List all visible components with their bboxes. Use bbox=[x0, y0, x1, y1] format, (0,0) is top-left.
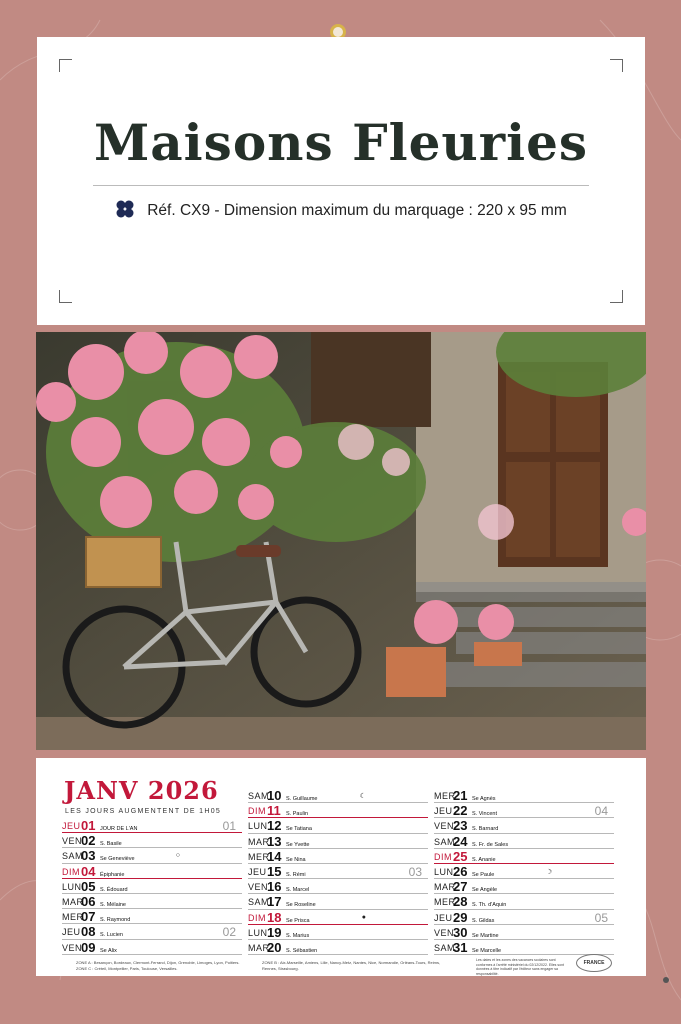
daylight-note: LES JOURS AUGMENTENT DE 1H05 bbox=[65, 808, 222, 815]
day-row bbox=[434, 834, 614, 849]
day-number: 30 bbox=[453, 924, 468, 940]
day-name: MER bbox=[248, 851, 270, 862]
week-number: 01 bbox=[222, 819, 236, 833]
day-number: 19 bbox=[267, 924, 282, 940]
day-name: MER bbox=[434, 897, 456, 908]
days-column-2 bbox=[248, 788, 428, 955]
day-row bbox=[434, 894, 614, 909]
moon-phase-icon: ● bbox=[361, 913, 366, 921]
day-row bbox=[248, 879, 428, 894]
day-row bbox=[248, 925, 428, 940]
day-number: 24 bbox=[453, 833, 468, 849]
saint-name: S. Ananie bbox=[472, 856, 496, 863]
day-number: 02 bbox=[81, 833, 96, 849]
day-name: JEU bbox=[434, 912, 453, 923]
day-row bbox=[62, 924, 242, 939]
day-row bbox=[248, 864, 428, 879]
saint-name: S. Sébastien bbox=[286, 947, 318, 954]
school-zones-a-c bbox=[76, 960, 246, 971]
days-column-1 bbox=[62, 818, 242, 955]
day-name: SAM bbox=[434, 942, 456, 953]
origine-france-logo: FRANCE bbox=[576, 954, 612, 972]
day-row bbox=[434, 910, 614, 925]
day-number: 11 bbox=[267, 803, 281, 819]
calendar-title: Maisons Fleuries bbox=[93, 113, 589, 172]
day-name: DIM bbox=[248, 912, 266, 923]
day-row bbox=[248, 910, 428, 925]
day-number: 18 bbox=[267, 909, 282, 925]
crop-mark bbox=[610, 290, 623, 303]
reference-line bbox=[37, 199, 645, 220]
saint-name: S. Guillaume bbox=[286, 796, 318, 802]
day-number: 13 bbox=[267, 833, 282, 849]
day-row bbox=[248, 834, 428, 849]
day-number: 03 bbox=[81, 848, 96, 864]
divider bbox=[93, 185, 589, 186]
day-row bbox=[434, 803, 614, 818]
day-number: 20 bbox=[267, 939, 282, 955]
month-title: JANV 2026 bbox=[64, 776, 219, 805]
day-name: MAR bbox=[434, 882, 456, 893]
day-row bbox=[248, 849, 428, 864]
day-number: 26 bbox=[453, 863, 468, 879]
calendar-photo bbox=[36, 332, 646, 750]
day-name: JEU bbox=[62, 927, 81, 938]
crop-mark bbox=[610, 59, 623, 72]
saint-name: S. Marcel bbox=[286, 887, 310, 894]
day-name: LUN bbox=[248, 927, 268, 938]
day-name: JEU bbox=[62, 821, 81, 831]
days-column-3 bbox=[434, 788, 614, 955]
day-row bbox=[62, 833, 242, 848]
day-name: MER bbox=[62, 912, 84, 923]
saint-name: Se Marcelle bbox=[472, 947, 502, 954]
day-number: 23 bbox=[453, 818, 468, 834]
day-number: 12 bbox=[267, 818, 282, 834]
day-number: 15 bbox=[267, 863, 282, 879]
day-row bbox=[434, 879, 614, 894]
week-number: 05 bbox=[594, 910, 608, 925]
day-number: 08 bbox=[81, 924, 96, 940]
day-name: DIM bbox=[62, 866, 80, 877]
legal-notice: Les dates et les zones des vacances scolaires sont conformes à l'arrêté ministériel du 02/12/2022. Elles sont données à titre indicatif par l'éditeur sans engager sa responsabilité. bbox=[476, 958, 565, 976]
day-row bbox=[248, 788, 428, 803]
saint-name: Se Angèle bbox=[472, 887, 498, 894]
day-number: 06 bbox=[81, 893, 96, 909]
moon-phase-icon: ☽ bbox=[545, 868, 552, 876]
saint-name: S. Th. d'Aquin bbox=[472, 902, 507, 909]
day-name: SAM bbox=[248, 791, 270, 801]
saint-name: S. Lucien bbox=[100, 932, 123, 939]
day-name: JEU bbox=[248, 866, 267, 877]
day-name: MER bbox=[434, 791, 456, 801]
day-name: VEN bbox=[248, 882, 269, 893]
day-row bbox=[62, 864, 242, 879]
saint-name: JOUR DE L'AN bbox=[100, 826, 138, 832]
day-name: JEU bbox=[434, 806, 453, 817]
clover-icon bbox=[115, 199, 135, 219]
day-name: MAR bbox=[248, 836, 270, 847]
day-number: 17 bbox=[267, 894, 282, 910]
calendar-grid bbox=[36, 758, 646, 976]
saint-name: S. Gildas bbox=[472, 917, 495, 924]
saint-name: S. Fr. de Sales bbox=[472, 841, 509, 848]
day-number: 22 bbox=[453, 803, 468, 819]
photo-illustration bbox=[36, 332, 646, 750]
saint-name: S. Barnard bbox=[472, 826, 499, 833]
moon-phase-icon: ○ bbox=[175, 852, 180, 860]
day-number: 25 bbox=[453, 848, 468, 864]
day-number: 21 bbox=[453, 788, 468, 803]
day-row bbox=[62, 894, 242, 909]
day-name: LUN bbox=[248, 821, 268, 832]
day-row bbox=[434, 925, 614, 940]
day-row bbox=[62, 879, 242, 894]
zone-a-text: ZONE A : Besançon, Bordeaux, Clermont-Ferrand, Dijon, Grenoble, Limoges, Lyon, Poitiers. bbox=[76, 960, 240, 965]
day-number: 16 bbox=[267, 879, 282, 895]
day-name: SAM bbox=[434, 836, 456, 847]
saint-name: Se Prisca bbox=[286, 917, 310, 924]
registration-dot bbox=[663, 977, 669, 983]
week-number: 02 bbox=[222, 925, 236, 940]
day-number: 29 bbox=[453, 909, 468, 925]
day-name: SAM bbox=[248, 897, 270, 908]
day-row bbox=[248, 940, 428, 955]
school-zone-b: ZONE B : Aix-Marseille, Amiens, Lille, Nancy-Metz, Nantes, Nice, Normandie, Orléans-Tours, Reims, Rennes, Strasbourg. bbox=[262, 960, 441, 971]
day-row bbox=[434, 864, 614, 879]
day-name: VEN bbox=[434, 821, 455, 832]
moon-phase-icon: ☾ bbox=[359, 793, 366, 800]
saint-name: Se Martine bbox=[472, 932, 499, 939]
saint-name: S. Marius bbox=[286, 932, 310, 939]
day-number: 10 bbox=[267, 788, 282, 803]
day-number: 28 bbox=[453, 894, 468, 910]
day-row bbox=[434, 849, 614, 864]
saint-name: Se Agnès bbox=[472, 796, 496, 802]
saint-name: Se Geneviève bbox=[100, 856, 135, 863]
crop-mark bbox=[59, 290, 72, 303]
crop-mark bbox=[59, 59, 72, 72]
week-number: 04 bbox=[594, 804, 608, 819]
saint-name: Se Tatiana bbox=[286, 826, 312, 833]
day-number: 27 bbox=[453, 879, 468, 895]
day-name: VEN bbox=[434, 927, 455, 938]
day-name: VEN bbox=[62, 836, 83, 847]
reference-text: Réf. CX9 - Dimension maximum du marquage : 220 x 95 mm bbox=[147, 202, 567, 219]
day-row bbox=[62, 940, 242, 955]
saint-name: Se Roseline bbox=[286, 902, 316, 909]
header-card bbox=[37, 37, 645, 325]
day-name: LUN bbox=[62, 881, 82, 892]
day-number: 04 bbox=[81, 863, 96, 879]
saint-name: Se Alix bbox=[100, 947, 117, 954]
saint-name: S. Rémi bbox=[286, 871, 306, 878]
saint-name: S. Raymond bbox=[100, 917, 131, 924]
saint-name: Se Yvette bbox=[286, 841, 310, 848]
day-number: 09 bbox=[81, 939, 96, 955]
saint-name: S. Mélaine bbox=[100, 901, 126, 908]
saint-name: S. Édouard bbox=[100, 886, 128, 893]
zone-c-text: ZONE C : Créteil, Montpellier, Paris, Toulouse, Versailles. bbox=[76, 965, 178, 971]
day-name: MAR bbox=[62, 896, 84, 907]
day-name: DIM bbox=[434, 851, 452, 862]
day-row bbox=[434, 940, 614, 955]
day-name: MAR bbox=[248, 942, 270, 953]
saint-name: S. Vincent bbox=[472, 811, 497, 818]
day-row bbox=[434, 788, 614, 803]
day-number: 07 bbox=[81, 909, 96, 925]
day-row bbox=[62, 909, 242, 924]
day-row bbox=[248, 818, 428, 833]
day-row bbox=[248, 894, 428, 909]
day-name: VEN bbox=[62, 942, 83, 953]
saint-name: Se Nina bbox=[286, 856, 306, 863]
saint-name: S. Paulin bbox=[286, 811, 309, 818]
day-row bbox=[62, 818, 242, 833]
day-name: LUN bbox=[434, 866, 454, 877]
saint-name: Se Paule bbox=[472, 871, 495, 878]
day-row bbox=[434, 818, 614, 833]
day-row bbox=[248, 803, 428, 818]
day-name: DIM bbox=[248, 806, 266, 817]
day-number: 14 bbox=[267, 848, 282, 864]
day-number: 31 bbox=[453, 939, 468, 955]
saint-name: S. Basile bbox=[100, 841, 122, 848]
day-number: 05 bbox=[81, 878, 96, 894]
week-number: 03 bbox=[408, 864, 422, 879]
day-row bbox=[62, 848, 242, 863]
day-name: SAM bbox=[62, 851, 84, 862]
day-number: 01 bbox=[81, 818, 96, 833]
saint-name: Épiphanie bbox=[100, 871, 125, 878]
